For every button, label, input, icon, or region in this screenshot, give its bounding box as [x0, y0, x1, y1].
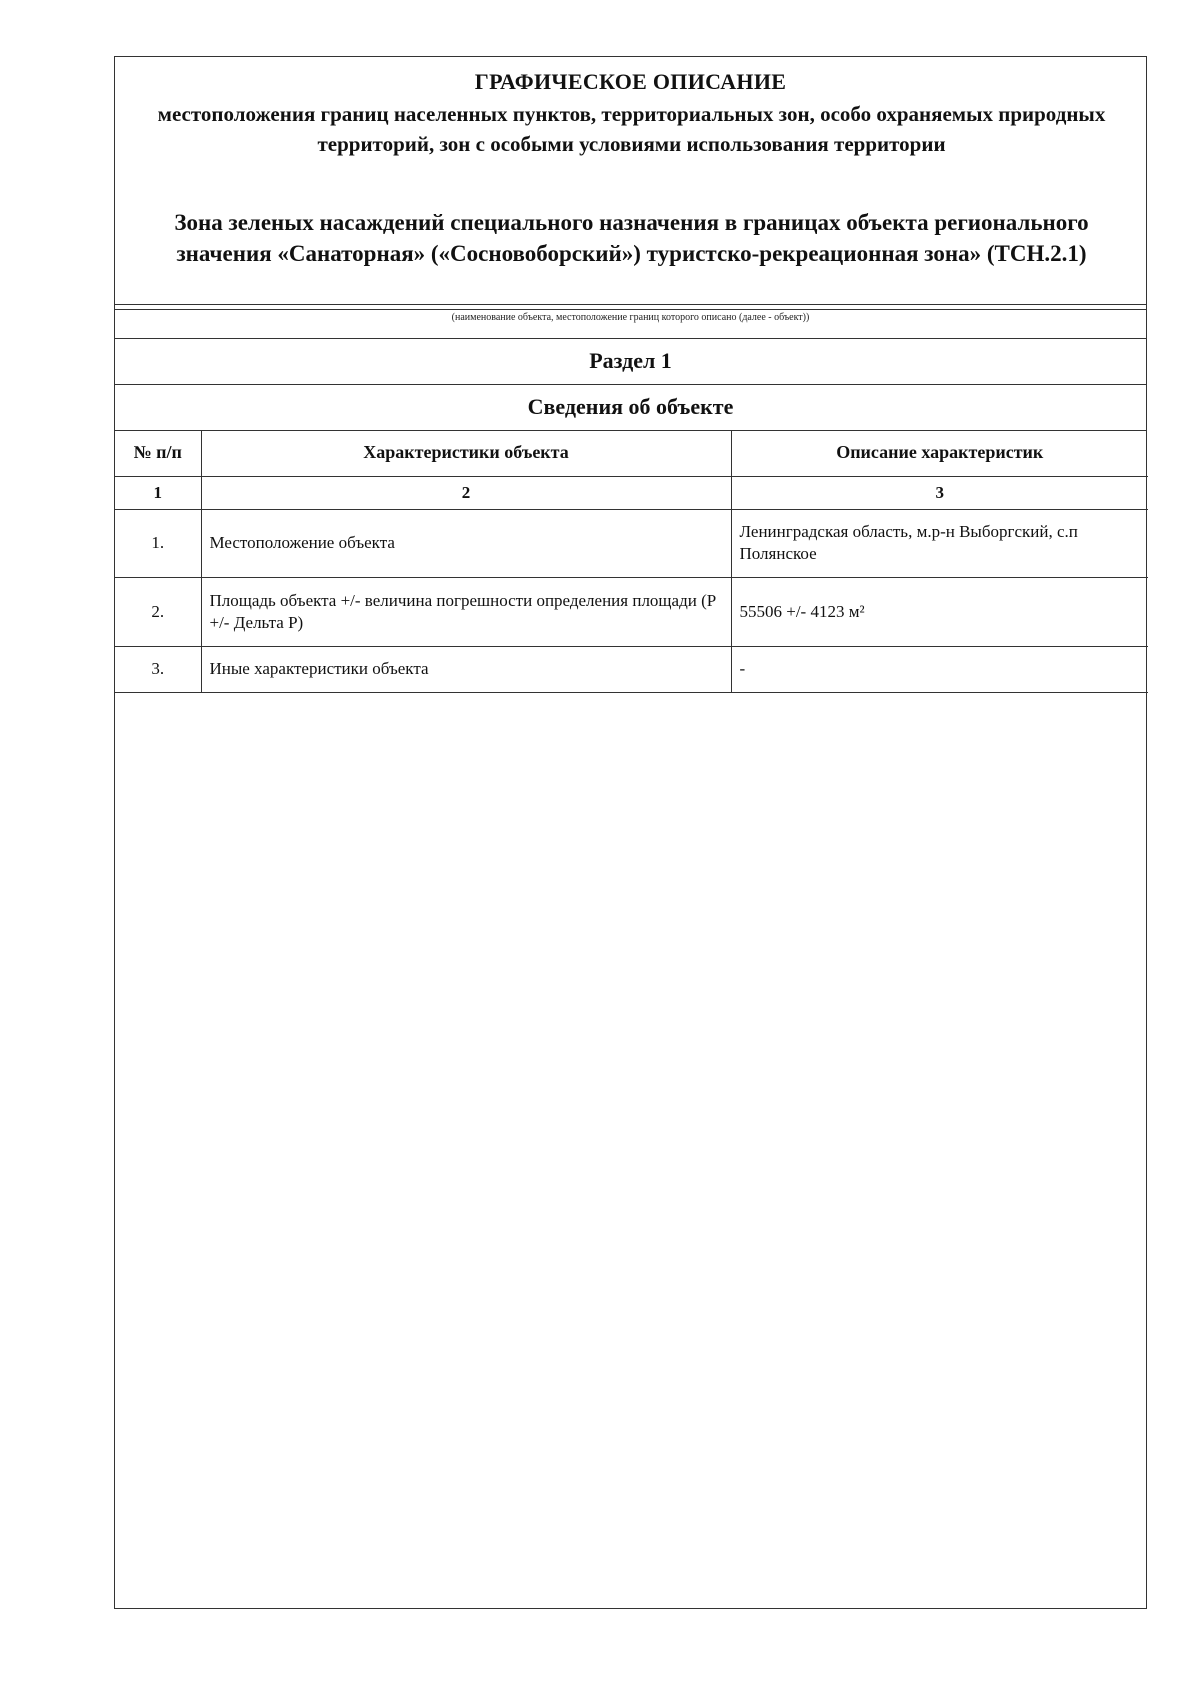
divider — [115, 309, 1146, 310]
row-characteristic: Местоположение объекта — [201, 509, 731, 577]
divider — [115, 304, 1146, 305]
column-number: 3 — [731, 476, 1148, 509]
object-name: Зона зеленых насаждений специального назначения в границах объекта регионального значения «Санаторная» («Сосновоборский») туристско-рекреационная зона» (ТСН.2.1) — [174, 210, 1089, 266]
row-description: 55506 +/- 4123 м² — [731, 577, 1148, 646]
table-row — [115, 509, 1148, 577]
row-index: 1. — [115, 509, 201, 577]
column-header: Описание характеристик — [731, 430, 1148, 476]
document-title: ГРАФИЧЕСКОЕ ОПИСАНИЕ — [474, 69, 787, 94]
section-title: Раздел 1 — [589, 348, 672, 373]
table-header-row — [115, 430, 1148, 476]
document-frame — [114, 56, 1147, 1609]
column-number-row — [115, 476, 1148, 509]
section-subtitle: Сведения об объекте — [527, 394, 734, 419]
table-row — [115, 646, 1148, 692]
row-description: - — [731, 646, 1148, 692]
object-caption: (наименование объекта, местоположение границ которого описано (далее - объект)) — [451, 312, 810, 323]
document-subtitle: местоположения границ населенных пунктов, территориальных зон, особо охраняемых природных территорий, зон с особыми условиями использования территории — [157, 102, 1106, 156]
row-description: Ленинградская область, м.р-н Выборгский, с.п Полянское — [731, 509, 1148, 577]
row-characteristic: Площадь объекта +/- величина погрешности определения площади (Р +/- Дельта Р) — [201, 577, 731, 646]
document-header — [115, 57, 1146, 309]
column-number: 2 — [201, 476, 731, 509]
row-index: 3. — [115, 646, 201, 692]
table-row — [115, 577, 1148, 646]
object-info-table — [115, 430, 1148, 693]
column-number: 1 — [115, 476, 201, 509]
row-characteristic: Иные характеристики объекта — [201, 646, 731, 692]
row-index: 2. — [115, 577, 201, 646]
column-header: Характеристики объекта — [201, 430, 731, 476]
column-header: № п/п — [115, 430, 201, 476]
